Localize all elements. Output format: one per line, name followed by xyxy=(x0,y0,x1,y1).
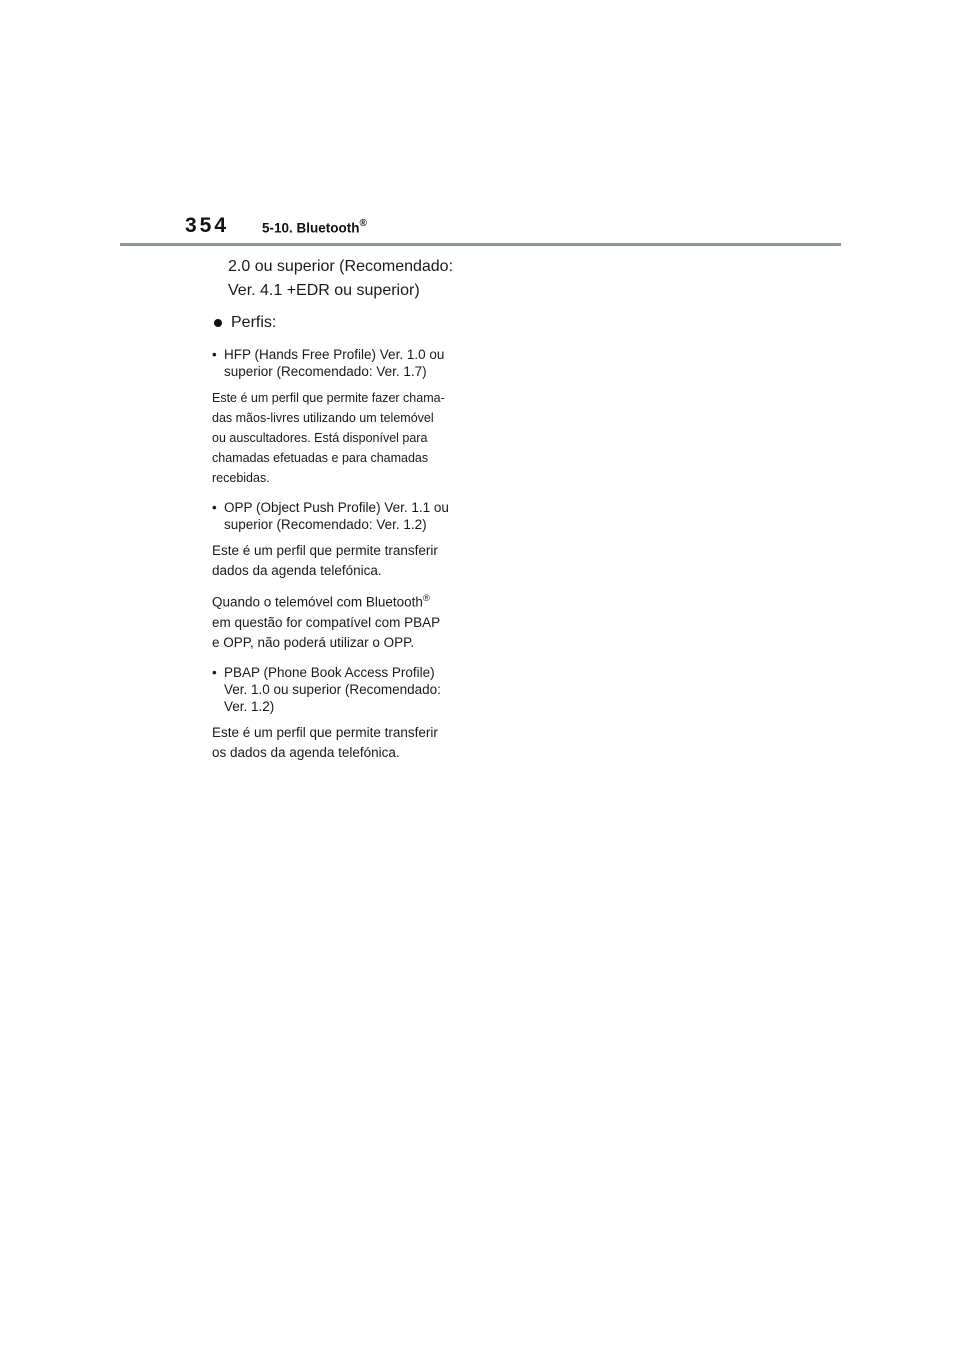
opp-line: OPP (Object Push Profile) Ver. 1.1 ou xyxy=(224,500,449,515)
opp-note-text: Quando o telemóvel com Bluetooth xyxy=(212,594,423,610)
opp-line: superior (Recomendado: Ver. 1.2) xyxy=(224,517,427,532)
pbap-description-line: os dados da agenda telefónica. xyxy=(212,744,400,760)
pbap-item xyxy=(212,664,482,715)
list-marker: • xyxy=(212,664,217,680)
pbap-description xyxy=(212,723,482,763)
pbap-item-text xyxy=(224,664,441,715)
pbap-line: Ver. 1.0 ou superior (Recomendado: xyxy=(224,681,441,697)
opp-note-line xyxy=(212,589,482,613)
opp-note xyxy=(212,589,482,653)
continuation-line: Ver. 4.1 +EDR ou superior) xyxy=(228,282,420,299)
opp-note-line: em questão for compatível com PBAP xyxy=(212,614,441,630)
opp-description-line: Este é um perfil que permite transferir xyxy=(212,543,438,558)
profiles-heading xyxy=(212,311,482,335)
hfp-line: HFP (Hands Free Profile) Ver. 1.0 ou xyxy=(224,347,445,362)
bullet-icon xyxy=(214,319,222,327)
hfp-description-line: recebidas. xyxy=(212,471,270,485)
hfp-description-line: chamadas efetuadas e para chamadas xyxy=(212,451,429,465)
hfp-description-line: Este é um perfil que permite fazer chama- xyxy=(212,391,445,405)
list-marker: • xyxy=(212,500,217,515)
opp-description-line: dados da agenda telefónica. xyxy=(212,563,382,578)
pbap-line: PBAP (Phone Book Access Profile) xyxy=(224,664,435,680)
hfp-description xyxy=(212,388,482,488)
opp-description xyxy=(212,541,482,581)
list-marker: • xyxy=(212,347,217,362)
continuation-text xyxy=(212,255,482,303)
opp-item-text xyxy=(224,499,449,533)
hfp-line: superior (Recomendado: Ver. 1.7) xyxy=(224,364,427,379)
page-number: 354 xyxy=(185,214,230,237)
page-content xyxy=(212,255,482,763)
registered-mark: ® xyxy=(359,218,367,229)
continuation-line: 2.0 ou superior (Recomendado: xyxy=(228,258,454,275)
profiles-heading-label: Perfis: xyxy=(231,314,277,331)
hfp-item-text xyxy=(224,346,444,380)
pbap-description-line: Este é um perfil que permite transferir xyxy=(212,724,438,740)
opp-note-line: e OPP, não poderá utilizar o OPP. xyxy=(212,634,415,650)
hfp-item xyxy=(212,346,482,380)
header-rule xyxy=(120,243,841,246)
hfp-description-line: ou auscultadores. Está disponível para xyxy=(212,431,428,445)
pbap-line: Ver. 1.2) xyxy=(224,698,275,714)
section-title-text: 5-10. Bluetooth xyxy=(262,220,360,236)
hfp-description-line: das mãos-livres utilizando um telemóvel xyxy=(212,411,434,425)
section-title xyxy=(262,219,367,236)
opp-item xyxy=(212,499,482,533)
registered-mark: ® xyxy=(422,593,430,604)
